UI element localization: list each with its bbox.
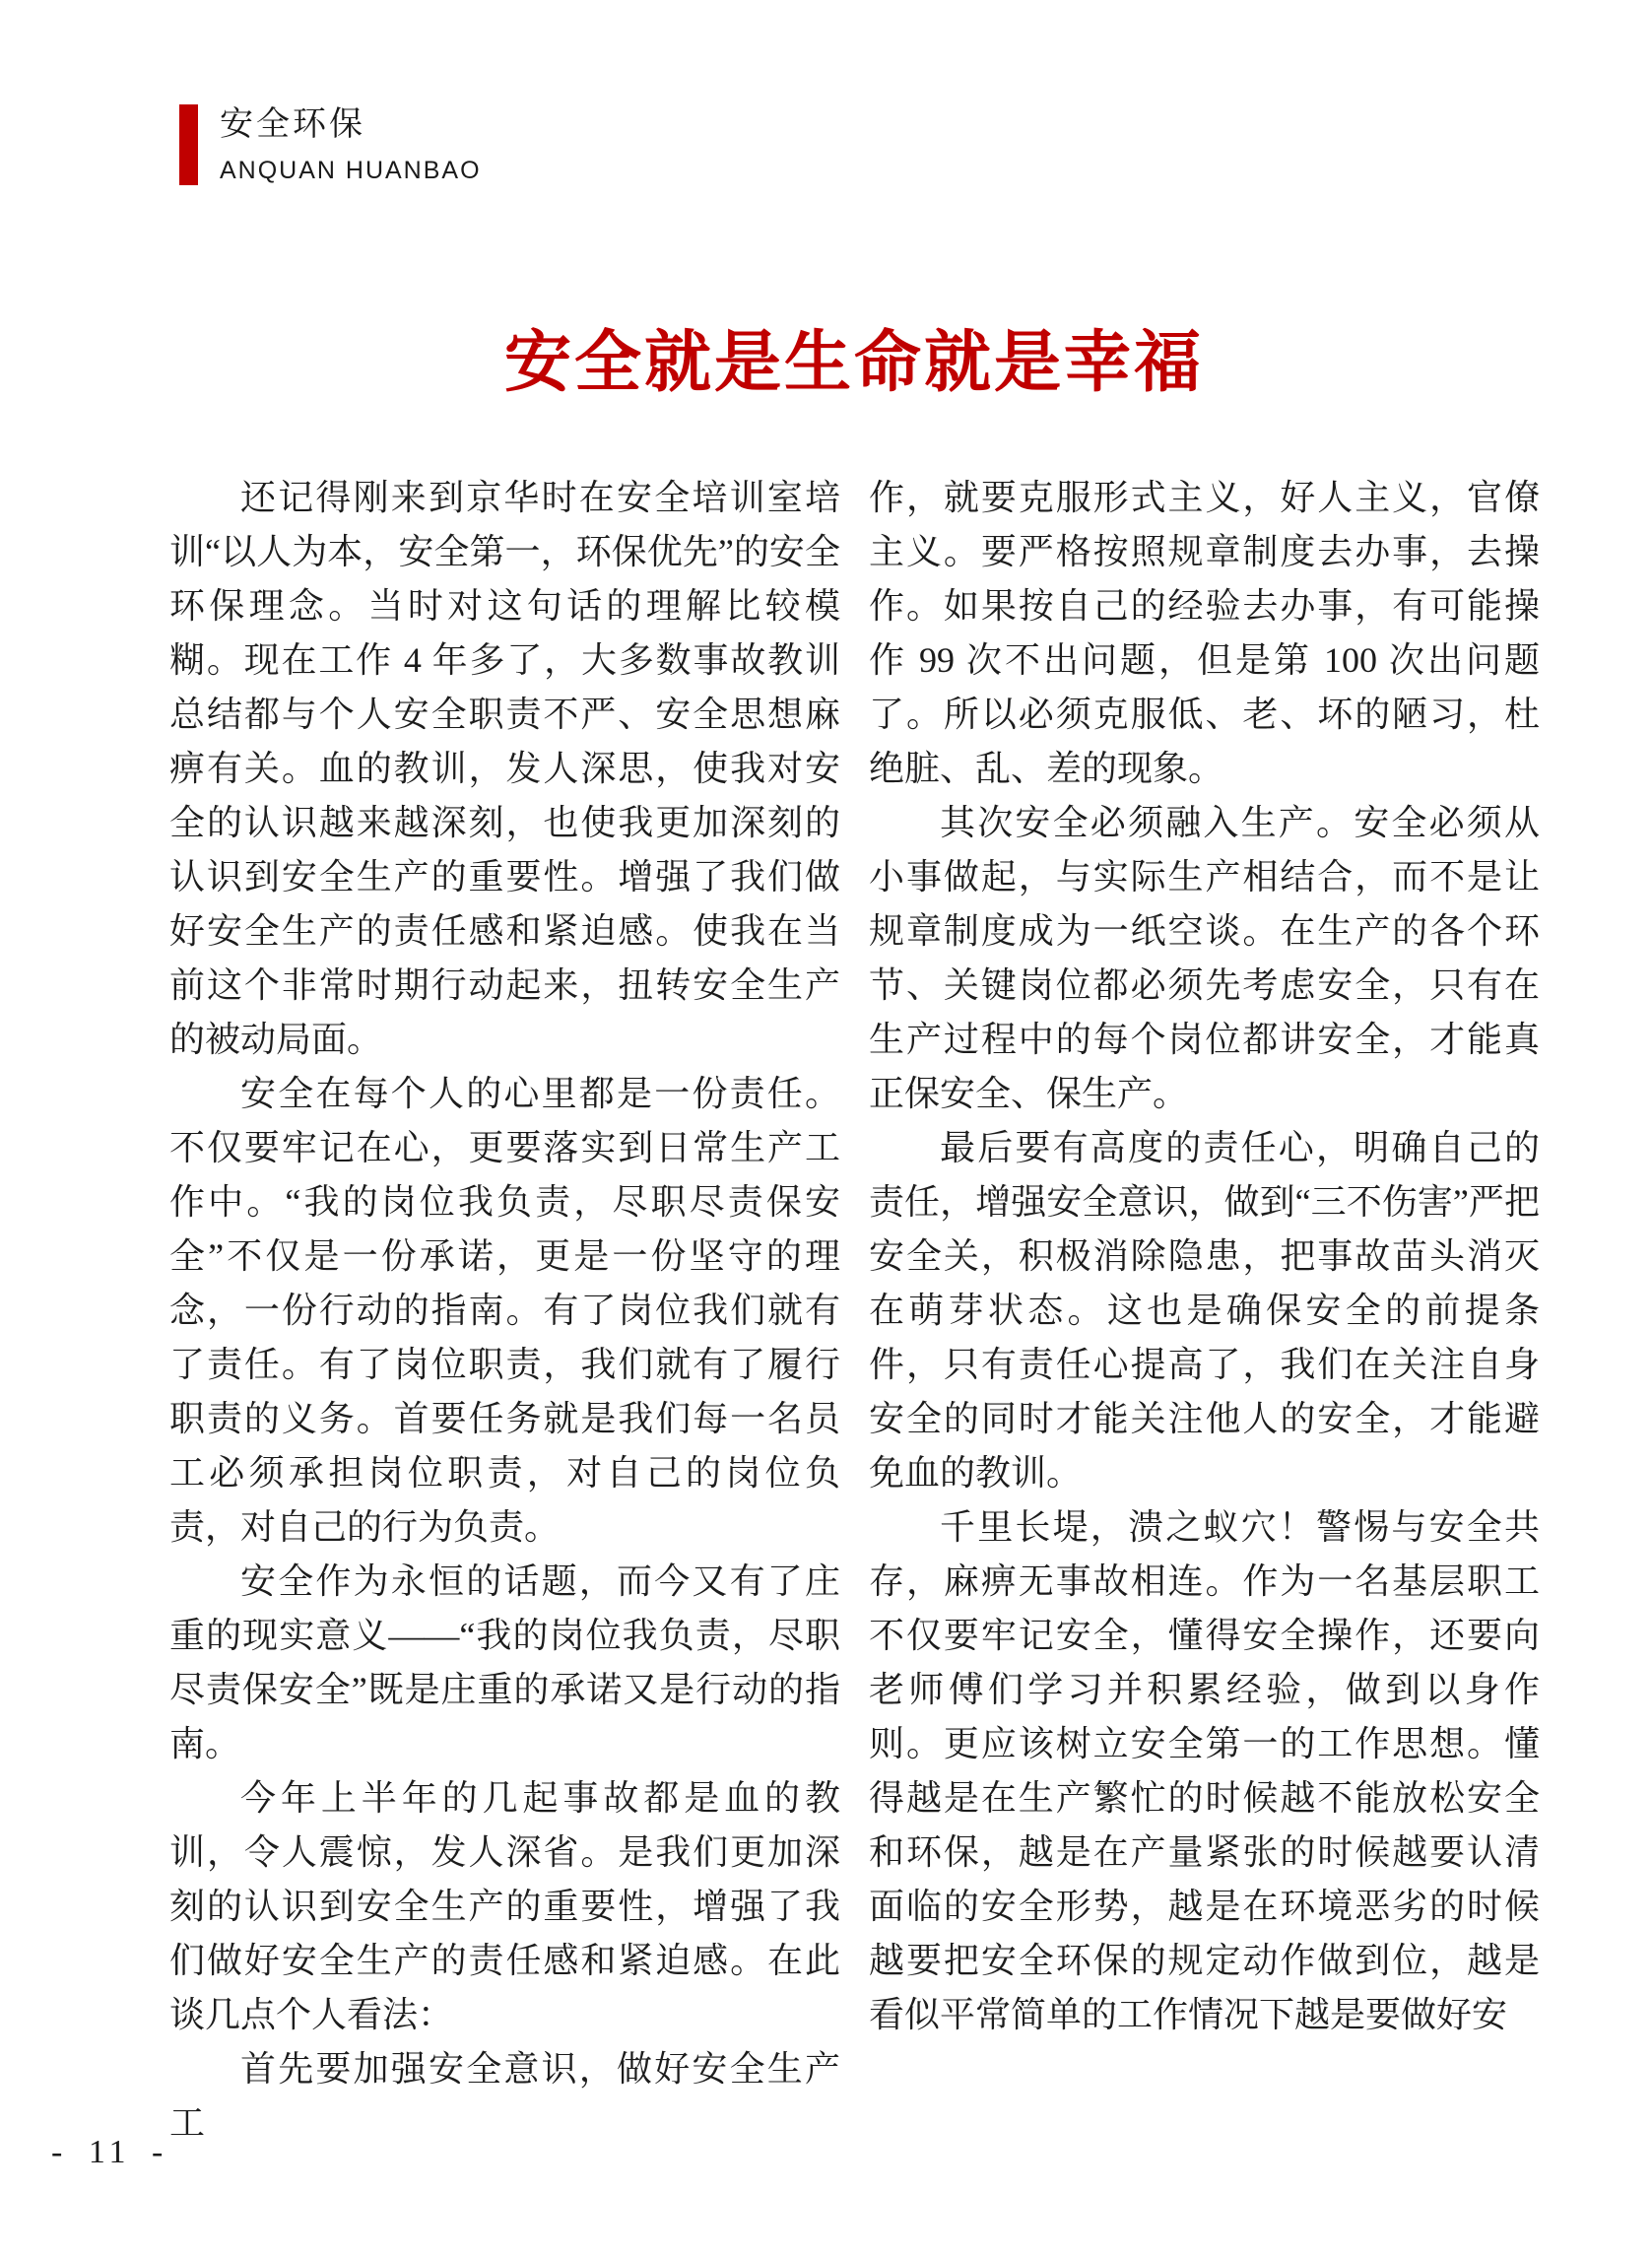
paragraph: 安全作为永恒的话题，而今又有了庄重的现实意义——“我的岗位我负责，尽职尽责保安全”既是庄重的承诺又是行动的指南。 [169,1561,840,1763]
paragraph: 千里长堤，溃之蚁穴！警惕与安全共存，麻痹无事故相连。作为一名基层职工不仅要牢记安全，懂得安全操作，还要向老师傅们学习并积累经验，做到以身作则。更应该树立安全第一的工作思想。懂得越是在生产繁忙的时候越不能放松安全和环保，越是在产量紧张的时候越要认清面临的安全形势，越是在环境恶劣的时候越要把安全环保的规定动作做到位，越是看似平常简单的工作情况下越是要做好安 [869,1507,1540,2034]
magazine-header [179,104,482,185]
paragraph: 还记得刚来到京华时在安全培训室培训“以人为本，安全第一，环保优先”的安全环保理念。当时对这句话的理解比较模糊。现在工作 4 年多了，大多数事故教训总结都与个人安全职责不严、安全思想麻痹有关。血的教训，发人深思，使我对安全的认识越来越深刻，也使我更加深刻的认识到安全生产的重要性。增强了我们做好安全生产的责任感和紧迫感。使我在当前这个非常时期行动起来，扭转安全生产的被动局面。 [169,478,840,1059]
paragraph: 安全在每个人的心里都是一份责任。不仅要牢记在心，更要落实到日常生产工作中。“我的岗位我负责，尽职尽责保安全”不仅是一份承诺，更是一份坚守的理念，一份行动的指南。有了岗位我们就有了责任。有了岗位职责，我们就有了履行职责的义务。首要任务就是我们每一名员工必须承担岗位职责，对自己的岗位负责，对自己的行为负责。 [169,1074,840,1547]
paragraph: 作，就要克服形式主义，好人主义，官僚主义。要严格按照规章制度去办事，去操作。如果按自己的经验去办事，有可能操作 99 次不出问题，但是第 100 次出问题了。所以必须克服低、老、坏的陋习，杜绝脏、乱、差的现象。 [869,478,1540,788]
paragraph: 首先要加强安全意识，做好安全生产工 [169,2049,840,2143]
header-text [220,104,482,185]
header-accent-bar [179,104,198,185]
paragraph: 今年上半年的几起事故都是血的教训，令人震惊，发人深省。是我们更加深刻的认识到安全生产的重要性，增强了我们做好安全生产的责任感和紧迫感。在此谈几点个人看法： [169,1778,840,2034]
paragraph: 其次安全必须融入生产。安全必须从小事做起，与实际生产相结合，而不是让规章制度成为一纸空谈。在生产的各个环节、关键岗位都必须先考虑安全，只有在生产过程中的每个岗位都讲安全，才能真正保安全、保生产。 [869,803,1540,1113]
category-title-en: ANQUAN HUANBAO [220,157,482,184]
category-title-cn: 安全环保 [220,106,365,143]
left-column [169,471,840,2151]
paragraph: 最后要有高度的责任心，明确自己的责任，增强安全意识，做到“三不伤害”严把安全关，积极消除隐患，把事故苗头消灭在萌芽状态。这也是确保安全的前提条件，只有责任心提高了，我们在关注自身安全的同时才能关注他人的安全，才能避免血的教训。 [869,1128,1540,1493]
right-column [869,471,1540,2042]
article-title: 安全就是生命就是幸福 [503,325,1204,400]
page-number: - 11 - [51,2134,168,2170]
